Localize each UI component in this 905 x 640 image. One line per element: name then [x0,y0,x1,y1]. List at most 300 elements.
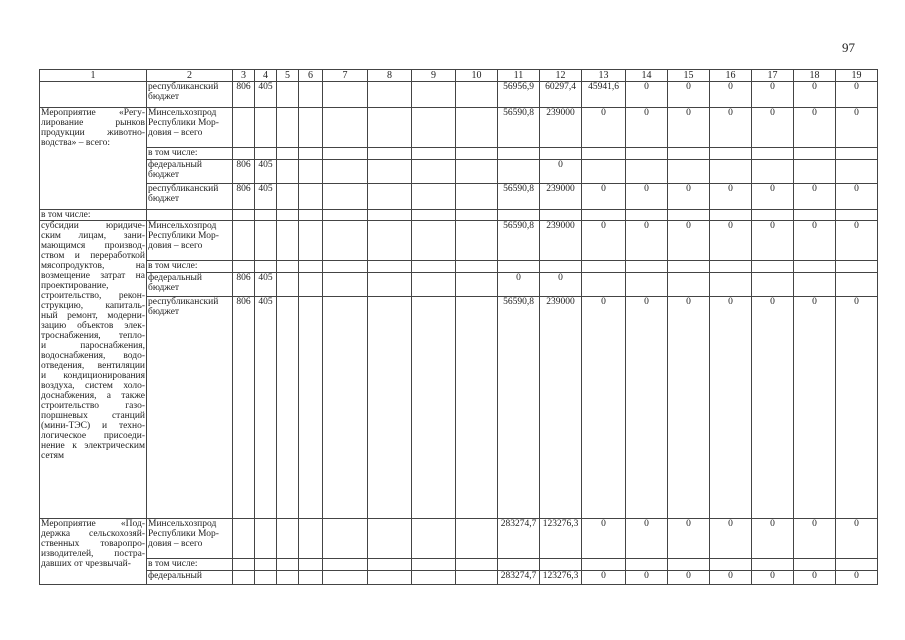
value-cell: 0 [752,297,794,519]
table-row [40,160,878,184]
code-cell [233,148,255,160]
value-cell: 0 [752,108,794,148]
header-cell: 11 [498,70,540,82]
value-cell [836,559,878,571]
value-cell: 0 [836,108,878,148]
value-cell: 45941,6 [582,82,626,108]
page-number: 97 [842,40,855,55]
row-title-line: логическое присоеди- [41,431,145,441]
value-cell: 239000 [540,184,582,210]
value-cell: 0 [836,82,878,108]
code-cell [255,559,277,571]
row-title-line: проектирование, [41,281,109,291]
value-cell: 0 [668,519,710,559]
value-cell [626,273,668,297]
empty-cell [368,160,412,184]
empty-cell [456,210,498,221]
empty-cell [299,82,323,108]
value-cell [668,148,710,160]
table-row [40,261,878,273]
empty-cell [323,210,368,221]
header-cell: 9 [412,70,456,82]
value-cell [752,273,794,297]
header-cell: 12 [540,70,582,82]
value-cell [626,160,668,184]
row-title-line: ством и переработкой [41,251,145,261]
value-cell: 0 [626,82,668,108]
empty-cell [412,221,456,261]
empty-cell [323,108,368,148]
executor-cell: в том числе: [147,261,233,273]
value-cell [668,559,710,571]
value-cell: 56590,8 [498,297,540,519]
executor-cell: Минсельхозпрод Республики Мор-довия – всего [147,108,233,148]
row-title-line: ственных товаропро- [41,539,145,549]
value-cell [794,261,836,273]
value-cell: 0 [582,297,626,519]
row-title-line: зацию объектов элек- [41,321,145,331]
empty-cell [456,108,498,148]
value-cell [752,559,794,571]
row-title-line: возмещение затрат на [41,271,145,281]
empty-cell [277,221,299,261]
value-cell [794,210,836,221]
row-title-line: (мини-ТЭС) и техно- [41,421,145,431]
empty-cell [456,148,498,160]
value-cell [836,160,878,184]
value-cell: 239000 [540,221,582,261]
table-row [40,519,878,559]
row-title-line: водоснабжения, водо- [41,351,145,361]
value-cell: 0 [582,519,626,559]
value-cell: 0 [626,221,668,261]
row-title-line: доснабжения, а также [41,391,145,401]
row-title-line: мясопродуктов, на [41,261,145,271]
code-cell: 806 [233,160,255,184]
empty-cell [277,160,299,184]
value-cell [710,273,752,297]
value-cell [540,261,582,273]
budget-table [39,69,878,585]
value-cell: 0 [668,184,710,210]
row-title-line: строительство, рекон- [41,291,145,301]
empty-cell [299,261,323,273]
code-cell [255,148,277,160]
row-title-line: Мероприятие «Регу- [41,108,145,118]
value-cell [752,148,794,160]
value-cell: 56590,8 [498,221,540,261]
empty-cell [323,559,368,571]
header-cell: 2 [147,70,233,82]
table-row [40,148,878,160]
empty-cell [368,148,412,160]
empty-cell [412,148,456,160]
value-cell: 0 [710,571,752,585]
value-cell: 0 [710,108,752,148]
empty-cell [323,519,368,559]
value-cell [498,261,540,273]
table-row [40,571,878,585]
empty-cell [277,297,299,519]
table-row [40,210,878,221]
empty-cell [368,519,412,559]
empty-cell [323,571,368,585]
value-cell [794,160,836,184]
header-cell: 16 [710,70,752,82]
code-cell [233,210,255,221]
value-cell [668,160,710,184]
code-cell [255,261,277,273]
empty-cell [456,82,498,108]
empty-cell [277,273,299,297]
empty-cell [412,297,456,519]
empty-cell [456,273,498,297]
value-cell: 0 [668,221,710,261]
empty-cell [412,559,456,571]
value-cell: 283274,7 [498,519,540,559]
header-cell: 6 [299,70,323,82]
table-row [40,559,878,571]
value-cell [498,148,540,160]
empty-cell [277,210,299,221]
header-cell: 13 [582,70,626,82]
executor-cell: федеральный [147,571,233,585]
empty-cell [368,82,412,108]
empty-cell [299,519,323,559]
empty-cell [456,571,498,585]
empty-cell [368,571,412,585]
header-cell: 1 [40,70,147,82]
value-cell [836,148,878,160]
value-cell: 0 [794,297,836,519]
value-cell: 0 [668,297,710,519]
value-cell: 0 [794,571,836,585]
executor-cell: Минсельхозпрод Республики Мор-довия – всего [147,221,233,261]
empty-cell [277,148,299,160]
empty-cell [323,184,368,210]
header-row [40,70,878,82]
value-cell [498,160,540,184]
empty-cell [323,160,368,184]
value-cell [752,210,794,221]
value-cell: 0 [582,571,626,585]
value-cell [710,261,752,273]
value-cell: 0 [836,184,878,210]
code-cell: 405 [255,273,277,297]
empty-cell [412,184,456,210]
code-cell [233,221,255,261]
row-title-line: и кондиционирования [41,371,145,381]
code-cell [255,519,277,559]
value-cell: 0 [710,82,752,108]
value-cell [582,148,626,160]
value-cell [794,148,836,160]
table-row [40,108,878,148]
header-cell: 17 [752,70,794,82]
header-cell: 18 [794,70,836,82]
value-cell [498,559,540,571]
empty-cell [412,519,456,559]
empty-cell [323,221,368,261]
empty-cell [323,297,368,519]
row-title-line: водства» – всего: [41,138,110,148]
value-cell [710,160,752,184]
header-cell: 5 [277,70,299,82]
code-cell: 806 [233,297,255,519]
header-cell: 3 [233,70,255,82]
executor-cell: федеральный бюджет [147,160,233,184]
row-title-line: отведения, вентиляции [41,361,145,371]
executor-cell: в том числе: [147,148,233,160]
row-title-cell [40,519,147,585]
empty-cell [277,108,299,148]
value-cell: 0 [540,273,582,297]
value-cell [582,261,626,273]
value-cell: 0 [710,221,752,261]
value-cell: 0 [540,160,582,184]
row-title-line: ный ремонт, модерни- [41,311,145,321]
code-cell [233,571,255,585]
row-title-line: держка сельскохозяй- [41,529,145,539]
value-cell: 0 [836,519,878,559]
value-cell [794,559,836,571]
code-cell: 405 [255,184,277,210]
empty-cell [456,297,498,519]
row-title-line: субсидии юридиче- [41,221,145,231]
row-title-line: изводителей, постра- [41,549,145,559]
code-cell [255,221,277,261]
table-row [40,273,878,297]
header-cell: 14 [626,70,668,82]
value-cell: 0 [794,82,836,108]
value-cell [836,210,878,221]
row-title-line: поршневых станций [41,411,145,421]
value-cell: 123276,3 [540,571,582,585]
empty-cell [368,108,412,148]
empty-cell [323,82,368,108]
executor-cell: республиканский бюджет [147,184,233,210]
value-cell: 0 [710,519,752,559]
value-cell [836,273,878,297]
value-cell: 0 [582,184,626,210]
row-title-line: строительство газо- [41,401,145,411]
value-cell: 0 [626,184,668,210]
code-cell: 806 [233,184,255,210]
value-cell [582,160,626,184]
executor-cell: в том числе: [147,559,233,571]
value-cell: 56590,8 [498,108,540,148]
value-cell: 123276,3 [540,519,582,559]
code-cell [255,571,277,585]
empty-cell [412,160,456,184]
value-cell: 0 [836,571,878,585]
empty-cell [456,519,498,559]
value-cell: 0 [498,273,540,297]
empty-cell [368,297,412,519]
value-cell: 0 [626,571,668,585]
value-cell: 0 [794,184,836,210]
table-row [40,221,878,261]
empty-cell [299,273,323,297]
row-title-cell: в том числе: [40,210,147,221]
value-cell [752,261,794,273]
empty-cell [299,148,323,160]
row-title-cell [40,221,147,519]
value-cell [626,210,668,221]
executor-cell: Минсельхозпрод Республики Мор-довия – всего [147,519,233,559]
code-cell [255,210,277,221]
empty-cell [456,221,498,261]
empty-cell [299,221,323,261]
empty-cell [299,184,323,210]
code-cell: 806 [233,273,255,297]
table-row [40,297,878,519]
value-cell [710,148,752,160]
empty-cell [456,160,498,184]
empty-cell [323,261,368,273]
code-cell: 405 [255,82,277,108]
value-cell: 0 [626,519,668,559]
row-title-line: давших от чрезвычай- [41,559,131,569]
code-cell: 405 [255,160,277,184]
value-cell: 0 [794,221,836,261]
empty-cell [299,559,323,571]
header-cell: 15 [668,70,710,82]
empty-cell [412,210,456,221]
value-cell: 0 [582,221,626,261]
executor-cell: республиканский бюджет [147,297,233,519]
value-cell [626,148,668,160]
code-cell: 806 [233,82,255,108]
value-cell: 0 [794,519,836,559]
executor-cell [147,210,233,221]
value-cell: 0 [626,108,668,148]
row-title-line: троснабжения, тепло- [41,331,145,341]
value-cell: 56956,9 [498,82,540,108]
value-cell [752,160,794,184]
empty-cell [368,273,412,297]
value-cell [710,559,752,571]
value-cell: 0 [752,519,794,559]
value-cell [794,273,836,297]
value-cell [626,261,668,273]
empty-cell [368,210,412,221]
row-title-line: струкцию, капиталь- [41,301,145,311]
value-cell [498,210,540,221]
table-row [40,184,878,210]
row-title-cell [40,108,147,210]
empty-cell [412,261,456,273]
empty-cell [368,559,412,571]
value-cell [582,210,626,221]
code-cell [233,108,255,148]
empty-cell [299,297,323,519]
value-cell: 0 [582,108,626,148]
value-cell [582,273,626,297]
empty-cell [277,571,299,585]
value-cell [540,210,582,221]
code-cell [255,108,277,148]
empty-cell [277,519,299,559]
value-cell [710,210,752,221]
row-title-cell [40,82,147,108]
empty-cell [277,184,299,210]
code-cell [233,519,255,559]
value-cell: 0 [752,221,794,261]
empty-cell [323,273,368,297]
value-cell: 239000 [540,108,582,148]
empty-cell [299,108,323,148]
row-title-line: и пароснабжения, [41,341,145,351]
value-cell: 56590,8 [498,184,540,210]
empty-cell [299,210,323,221]
value-cell: 0 [668,82,710,108]
empty-cell [368,261,412,273]
value-cell: 0 [626,297,668,519]
code-cell [233,261,255,273]
header-cell: 7 [323,70,368,82]
empty-cell [277,559,299,571]
value-cell: 0 [752,571,794,585]
header-cell: 4 [255,70,277,82]
header-cell: 8 [368,70,412,82]
value-cell: 0 [836,221,878,261]
empty-cell [277,261,299,273]
value-cell [540,148,582,160]
empty-cell [368,221,412,261]
empty-cell [412,273,456,297]
empty-cell [368,184,412,210]
row-title-line: нение к электрическим [41,441,145,451]
value-cell: 0 [794,108,836,148]
header-cell: 19 [836,70,878,82]
value-cell [626,559,668,571]
value-cell: 0 [752,82,794,108]
value-cell: 0 [752,184,794,210]
empty-cell [323,148,368,160]
value-cell: 239000 [540,297,582,519]
row-title-line: сетям [41,451,64,461]
row-title-line: Мероприятие «Под- [41,519,145,529]
value-cell: 0 [668,108,710,148]
row-title-line: продукции животно- [41,128,145,138]
empty-cell [456,184,498,210]
empty-cell [412,108,456,148]
empty-cell [456,261,498,273]
executor-cell: федеральный бюджет [147,273,233,297]
empty-cell [277,82,299,108]
value-cell [582,559,626,571]
value-cell: 0 [710,297,752,519]
empty-cell [412,571,456,585]
row-title-line: лирование рынков [41,118,145,128]
empty-cell [299,571,323,585]
table-row [40,82,878,108]
value-cell [540,559,582,571]
code-cell: 405 [255,297,277,519]
row-title-line: воздуха, систем холо- [41,381,145,391]
empty-cell [456,559,498,571]
empty-cell [412,82,456,108]
value-cell [668,273,710,297]
value-cell: 0 [836,297,878,519]
row-title-line: ским лицам, зани- [41,231,145,241]
code-cell [233,559,255,571]
value-cell [668,261,710,273]
value-cell: 0 [710,184,752,210]
executor-cell: республиканский бюджет [147,82,233,108]
value-cell: 0 [668,571,710,585]
